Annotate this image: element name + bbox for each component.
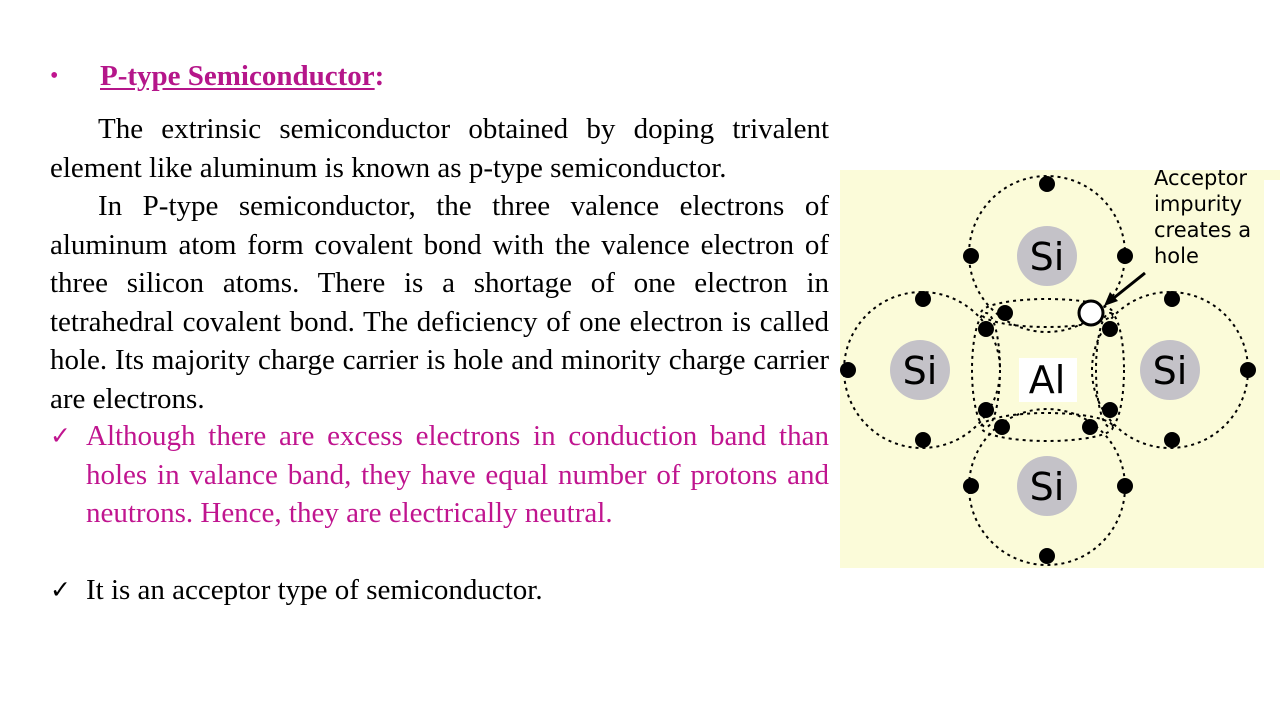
atom-label-bottom: Si bbox=[1029, 465, 1065, 509]
paragraph-explanation: In P-type semiconductor, the three valence electrons of aluminum atom form covalent bond with the valence electron of three silicon atoms. There is a shortage of one electron in tetrahedral covalent bond. The deficiency of one electron is called hole. Its majority charge carrier is hole and minority charge carrier are electrons. bbox=[50, 190, 829, 415]
electron bbox=[963, 248, 979, 264]
electron bbox=[1102, 402, 1118, 418]
electron bbox=[994, 419, 1010, 435]
electron bbox=[978, 402, 994, 418]
diagram-edge-strip bbox=[1264, 170, 1280, 180]
arrow-head-icon bbox=[1104, 292, 1118, 306]
paragraph-definition: The extrinsic semiconductor obtained by doping trivalent element like aluminum is known as p-type semiconductor. bbox=[50, 113, 829, 184]
electron bbox=[963, 478, 979, 494]
electron bbox=[997, 305, 1013, 321]
lattice-svg bbox=[840, 170, 1264, 568]
electron bbox=[1102, 321, 1118, 337]
callout-line-1: Acceptor bbox=[1154, 170, 1248, 190]
checklist-text: Although there are excess electrons in conduction band than holes in valance band, they have equal number of protons and neutrons. Hence, they are electrically neutral. bbox=[86, 420, 829, 529]
checkmark-icon: ✓ bbox=[50, 575, 71, 604]
electron bbox=[1240, 362, 1256, 378]
heading-bullet: • bbox=[50, 63, 59, 89]
callout-arrow bbox=[1110, 273, 1145, 301]
electron bbox=[915, 291, 931, 307]
electron bbox=[1164, 432, 1180, 448]
atom-label-right: Si bbox=[1152, 349, 1188, 393]
electron bbox=[978, 321, 994, 337]
atom-label-top: Si bbox=[1029, 235, 1065, 279]
p-type-lattice-diagram bbox=[840, 170, 1264, 568]
electron bbox=[1117, 248, 1133, 264]
electron bbox=[1164, 291, 1180, 307]
checklist-text: It is an acceptor type of semiconductor. bbox=[86, 574, 543, 606]
electron bbox=[1039, 548, 1055, 564]
electron bbox=[1117, 478, 1133, 494]
electron bbox=[1039, 176, 1055, 192]
atom-label-center: Al bbox=[1028, 358, 1066, 402]
checkmark-icon: ✓ bbox=[50, 421, 71, 450]
electron bbox=[840, 362, 856, 378]
callout-line-2: impurity bbox=[1154, 192, 1243, 216]
heading-title: P-type Semiconductor bbox=[100, 60, 375, 92]
atom-label-left: Si bbox=[902, 349, 938, 393]
callout-line-3: creates a bbox=[1154, 218, 1252, 242]
heading-colon: : bbox=[374, 60, 385, 92]
electron bbox=[915, 432, 931, 448]
electron bbox=[1082, 419, 1098, 435]
slide-heading bbox=[100, 56, 384, 96]
hole-icon bbox=[1079, 301, 1103, 325]
callout-line-4: hole bbox=[1154, 244, 1199, 268]
